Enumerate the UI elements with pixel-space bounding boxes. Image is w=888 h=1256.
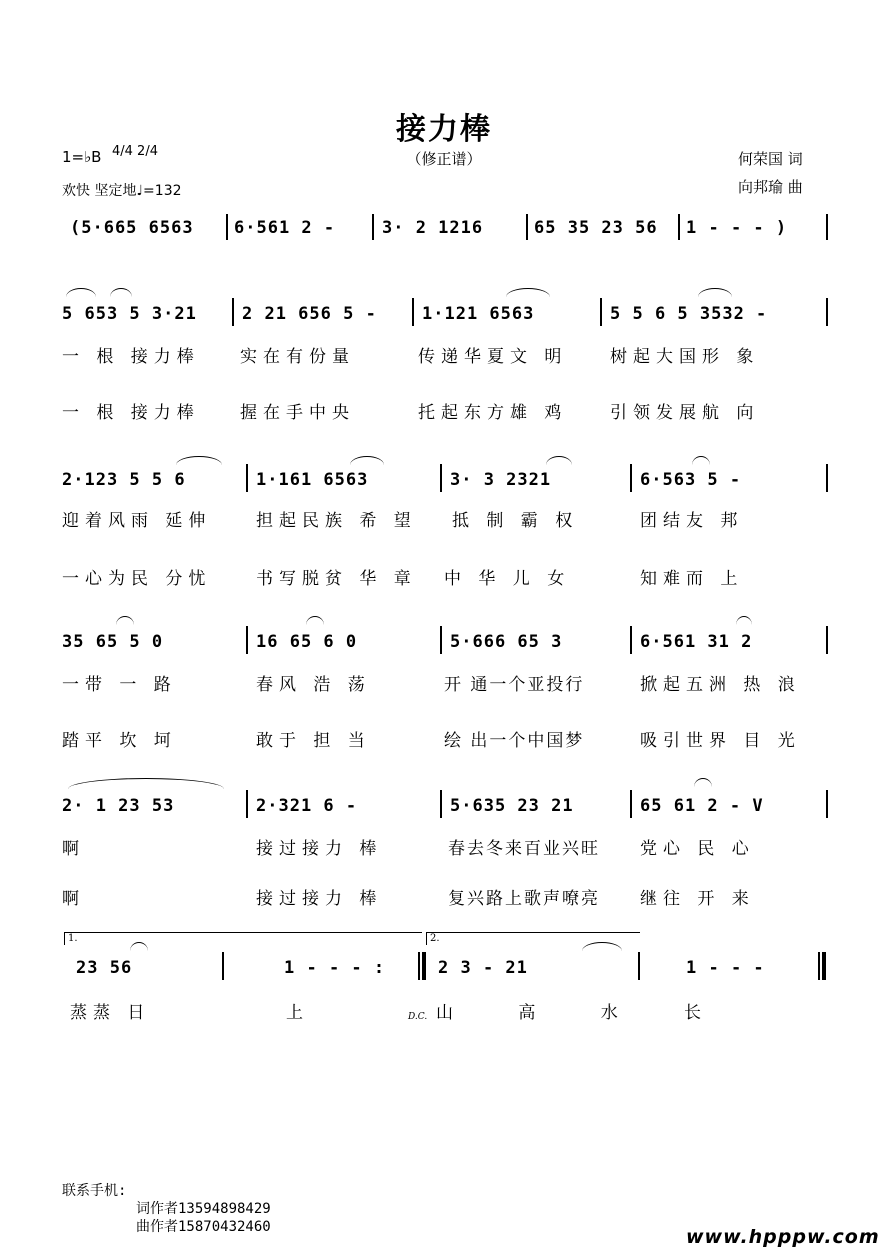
lyric: 托起东方雄 鸡	[418, 403, 568, 423]
lyric: 书写脱贫 华 章	[256, 569, 417, 589]
lyric: 啊	[62, 889, 85, 909]
measure: 5·635 23 21	[450, 796, 574, 816]
lyric: 长	[684, 1003, 707, 1023]
measure: 1 - - -	[686, 958, 765, 978]
measure: 5 653 5 3·21	[62, 304, 197, 324]
lyric: 团结友 邦	[640, 511, 744, 531]
measure: 5·666 65 3	[450, 632, 563, 652]
lyric: 踏平 坎 坷	[62, 731, 177, 751]
bar-line	[526, 214, 528, 240]
measure: 5 5 6 5 3532 -	[610, 304, 768, 324]
slur-mark	[116, 616, 134, 625]
bar-line	[678, 214, 680, 240]
site-watermark: www.hpppw.com	[686, 1226, 880, 1248]
bar-line	[226, 214, 228, 240]
lyric: 传递华夏文 明	[418, 347, 568, 367]
bar-line	[826, 626, 828, 654]
bar-line	[232, 298, 234, 326]
lyric: 掀起五洲 热 浪	[640, 675, 801, 695]
lyric: 迎着风雨 延伸	[62, 511, 212, 531]
measure: 1 - - - )	[686, 218, 788, 238]
tempo-marking: 欢快 坚定地♩=132	[62, 183, 182, 199]
bar-line	[440, 464, 442, 492]
lyric: 继往 开 来	[640, 889, 755, 909]
bar-line	[440, 626, 442, 654]
lyric: 吸引世界 目 光	[640, 731, 801, 751]
lyric: 引领发展航 向	[610, 403, 760, 423]
lyric: 春去冬来百业兴旺	[448, 839, 600, 859]
bar-line	[412, 298, 414, 326]
lyric: 抵 制 霸 权	[452, 511, 579, 531]
measure: 1 - - - :	[284, 958, 386, 978]
slur-mark	[68, 778, 224, 789]
slur-mark	[66, 288, 96, 297]
bar-line	[630, 464, 632, 492]
bar-line	[246, 626, 248, 654]
slur-mark	[350, 456, 384, 465]
lyricist-credit: 何荣国 词	[738, 150, 803, 168]
slur-mark	[694, 778, 712, 787]
measure: 6·561 31 2	[640, 632, 753, 652]
slur-mark	[698, 288, 732, 297]
bar-line	[638, 952, 640, 980]
bar-line	[246, 464, 248, 492]
measure: 65 61 2 - V	[640, 796, 764, 816]
bar-line	[222, 952, 224, 980]
lyric: 上	[286, 1003, 309, 1023]
repeat-bar-line	[418, 952, 420, 980]
bar-line	[826, 298, 828, 326]
bar-line	[826, 214, 828, 240]
bar-line	[826, 790, 828, 818]
slur-mark	[692, 456, 710, 465]
final-bar-line	[818, 952, 820, 980]
lyric: 党心 民 心	[640, 839, 755, 859]
lyricist-phone: 词作者13594898429	[136, 1201, 271, 1217]
measure: 2 21 656 5 -	[242, 304, 377, 324]
lyric: 复兴路上歌声嘹亮	[448, 889, 600, 909]
song-subtitle: （修正谱）	[406, 150, 482, 168]
measure: 2 3 - 21	[438, 958, 528, 978]
lyric: 敢于 担 当	[256, 731, 371, 751]
bar-line	[630, 626, 632, 654]
lyric: 中 华 儿 女	[444, 569, 571, 589]
lyric: 开 通一个亚投行	[444, 675, 585, 695]
lyric: 知难而 上	[640, 569, 744, 589]
repeat-bar-line-thick	[422, 952, 426, 980]
measure: 35 65 5 0	[62, 632, 164, 652]
slur-mark	[176, 456, 222, 465]
slur-mark	[506, 288, 550, 297]
composer-phone: 曲作者15870432460	[136, 1219, 271, 1235]
lyric: 山 高 水	[436, 1003, 648, 1023]
bar-line	[600, 298, 602, 326]
measure: 2·123 5 5 6	[62, 470, 186, 490]
contact-label: 联系手机:	[62, 1183, 127, 1199]
measure: 3· 3 2321	[450, 470, 552, 490]
song-title: 接力棒	[396, 112, 492, 147]
lyric: 一 根 接力棒	[62, 403, 200, 423]
slur-mark	[736, 616, 752, 625]
measure: 6·561 2 -	[234, 218, 336, 238]
lyric: 树起大国形 象	[610, 347, 760, 367]
measure: 65 35 23 56	[534, 218, 658, 238]
second-ending-bracket: 2.	[426, 932, 640, 945]
lyric: 一心为民 分忧	[62, 569, 212, 589]
measure: 1·121 6563	[422, 304, 535, 324]
lyric: 一带 一 路	[62, 675, 177, 695]
measure: 2· 1 23 53	[62, 796, 175, 816]
time-signature: 4/4 2/4	[112, 144, 158, 159]
bar-line	[372, 214, 374, 240]
composer-credit: 向邦瑜 曲	[738, 178, 803, 196]
bar-line	[440, 790, 442, 818]
bar-line	[630, 790, 632, 818]
lyric: 绘 出一个中国梦	[444, 731, 585, 751]
slur-mark	[546, 456, 572, 465]
measure: 1·161 6563	[256, 470, 369, 490]
lyric: 担起民族 希 望	[256, 511, 417, 531]
measure: 16 65 6 0	[256, 632, 358, 652]
lyric: 啊	[62, 839, 85, 859]
first-ending-bracket: 1.	[64, 932, 422, 945]
lyric: 春风 浩 荡	[256, 675, 371, 695]
measure: 6·563 5 -	[640, 470, 742, 490]
lyric: 接过接力 棒	[256, 839, 383, 859]
bar-line	[246, 790, 248, 818]
bar-line	[826, 464, 828, 492]
dc-marking: D.C.	[408, 1012, 428, 1022]
measure: 23 56	[76, 958, 133, 978]
measure: (5·665 6563	[70, 218, 194, 238]
slur-mark	[306, 616, 324, 625]
key-signature: 1=♭B	[62, 148, 102, 166]
measure: 2·321 6 -	[256, 796, 358, 816]
lyric: 蒸蒸 日	[70, 1003, 151, 1023]
lyric: 实在有份量	[240, 347, 355, 367]
final-bar-line-thick	[822, 952, 826, 980]
lyric: 握在手中央	[240, 403, 355, 423]
lyric: 一 根 接力棒	[62, 347, 200, 367]
lyric: 接过接力 棒	[256, 889, 383, 909]
slur-mark	[110, 288, 132, 297]
measure: 3· 2 1216	[382, 218, 484, 238]
